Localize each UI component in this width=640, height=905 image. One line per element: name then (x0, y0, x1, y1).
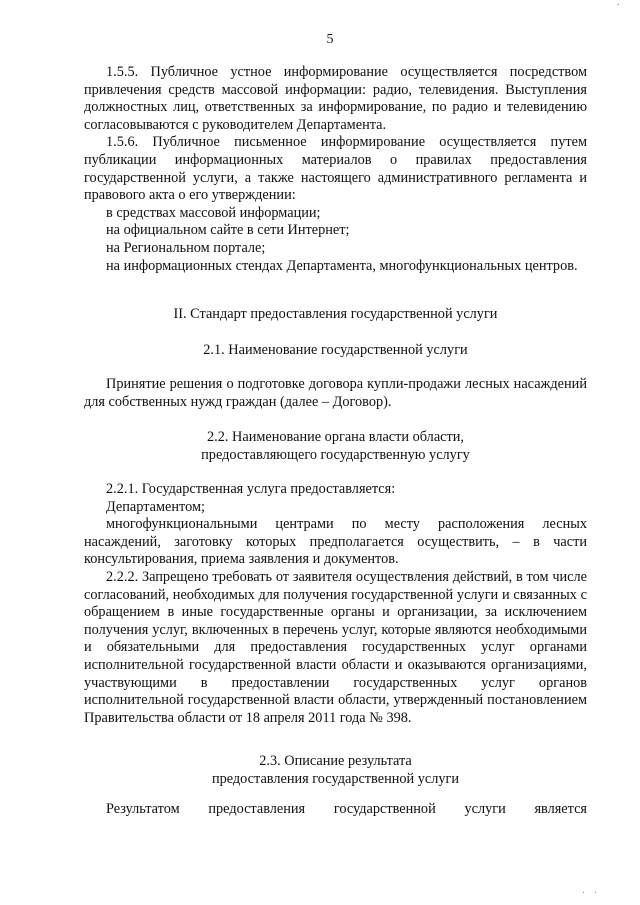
section-2-3-title-line2: предоставления государственной услуги (211, 771, 460, 787)
corner-mark: · (616, 0, 620, 11)
section-2-3-title-line1: 2.3. Описание результата (259, 753, 412, 769)
list-item: на Региональном портале; (106, 239, 266, 256)
list-item: в средствах массовой информации; (106, 204, 321, 221)
section-2-2-title-line2: предоставляющего государственную услугу (201, 447, 470, 463)
paragraph-2-3: Результатом предоставления государственной услуги является (106, 801, 587, 817)
block-1-5 (84, 64, 587, 275)
page-number: 5 (326, 32, 334, 47)
paragraph-1-5-6: 1.5.6. Публичное письменное информирование осуществляется путем публикации информационных материалов о правилах предоставления государственной услуги, а также настоящего административного регламента и правового акта о его утверждении: (84, 134, 587, 204)
paragraph-2-1: Принятие решения о подготовке договора купли-продажи лесных насаждений для собственных нужд граждан (далее – Договор). (84, 376, 587, 410)
paragraph-2-2-2: 2.2.2. Запрещено требовать от заявителя осуществления действий, в том числе согласований, необходимых для получения государственной услуги и связанных с обращением в иные государственные органы и организации, за исключением получения услуг, включенных в перечень услуг, которые являются необходимыми и обязательными для предоставления государственных услуг органами исполнительной государственной власти области и оказываются организациями, участвующими в предоставлении государственных услуг органов исполнительной государственной власти области, утвержденный постановлением Правительства области от 18 апреля 2011 года № 398. (84, 568, 587, 726)
list-item: на информационных стендах Департамента, многофункциональных центров. (106, 257, 578, 274)
footer-mark: · · (581, 888, 600, 899)
section-2-2-title-line1: 2.2. Наименование органа власти области, (207, 429, 464, 445)
section-2-1-title: 2.1. Наименование государственной услуги (203, 342, 468, 358)
paragraph-2-2-1-b: многофункциональными центрами по месту расположения лесных насаждений, заготовку которых предполагается осуществить, – в части консультирования, приема заявления и документов. (84, 516, 587, 568)
paragraph-1-5-5: 1.5.5. Публичное устное информирование осуществляется посредством привлечения средств массовой информации: радио, телевидения. Выступления должностных лиц, ответственных за информирование, по радио и телевидению согласовываются с руководителем Департамента. (84, 64, 587, 133)
section-2-2-body (84, 481, 587, 727)
paragraph-2-2-1: 2.2.1. Государственная услуга предоставляется: (106, 481, 396, 497)
paragraph-2-2-1-a: Департаментом; (106, 498, 205, 515)
section-2-1-body (84, 376, 587, 411)
section-2-title: II. Стандарт предоставления государственной услуги (173, 306, 498, 322)
list-item: на официальном сайте в сети Интернет; (106, 222, 350, 239)
